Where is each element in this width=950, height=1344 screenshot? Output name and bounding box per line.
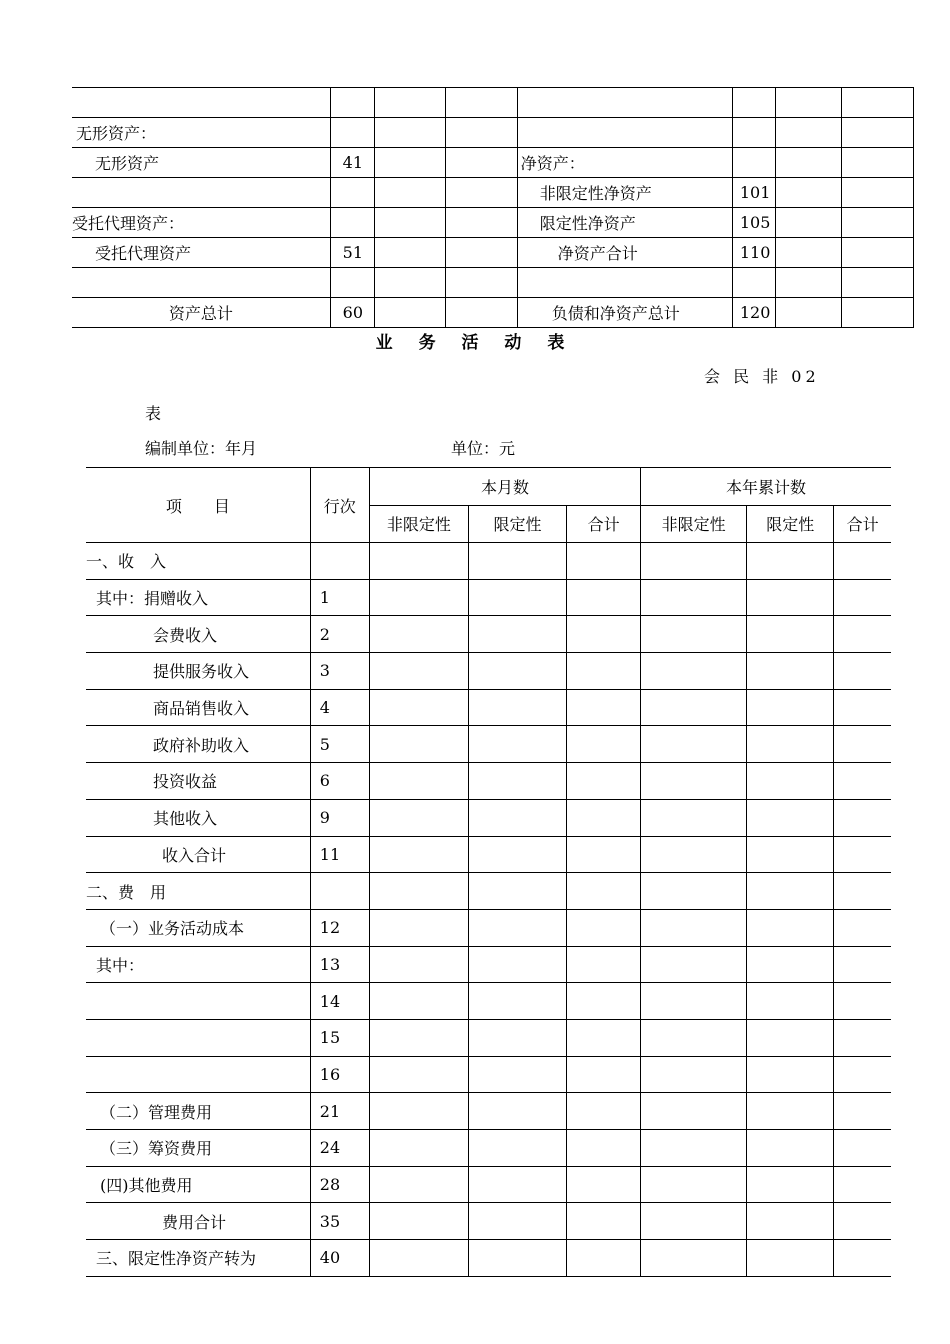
value-cell	[641, 763, 747, 800]
header-item: 项 目	[86, 468, 310, 543]
liability-cell	[775, 208, 841, 238]
value-cell	[468, 1166, 566, 1203]
row-line-no: 5	[310, 726, 369, 763]
liability-cell	[841, 208, 913, 238]
table-row	[86, 616, 891, 653]
row-label: 会费收入	[86, 616, 310, 653]
liability-line-no	[732, 118, 775, 148]
asset-cell	[445, 88, 517, 118]
value-cell	[369, 799, 468, 836]
value-cell	[641, 1166, 747, 1203]
value-cell	[747, 1093, 834, 1130]
value-cell	[567, 616, 641, 653]
value-cell	[834, 543, 891, 580]
value-cell	[834, 1166, 891, 1203]
report-code-suffix: 表	[145, 404, 162, 423]
asset-label: 资产总计	[72, 298, 330, 328]
liability-cell	[775, 238, 841, 268]
value-cell	[567, 1130, 641, 1167]
value-cell	[641, 1130, 747, 1167]
balance-row	[72, 148, 914, 178]
header-month-total: 合计	[567, 505, 641, 543]
value-cell	[747, 1056, 834, 1093]
balance-row	[72, 118, 914, 148]
value-cell	[747, 946, 834, 983]
header-this-month: 本月数	[369, 468, 640, 506]
value-cell	[641, 579, 747, 616]
row-line-no: 9	[310, 799, 369, 836]
balance-row	[72, 298, 914, 328]
balance-row	[72, 238, 914, 268]
row-line-no: 28	[310, 1166, 369, 1203]
value-cell	[834, 653, 891, 690]
asset-cell	[445, 208, 517, 238]
table-row	[86, 946, 891, 983]
row-label	[86, 1056, 310, 1093]
value-cell	[747, 1240, 834, 1277]
value-cell	[641, 873, 747, 910]
asset-line-no	[330, 268, 374, 298]
value-cell	[369, 1203, 468, 1240]
asset-label	[72, 88, 330, 118]
value-cell	[369, 946, 468, 983]
value-cell	[567, 1093, 641, 1130]
value-cell	[641, 1240, 747, 1277]
value-cell	[468, 689, 566, 726]
asset-label	[72, 268, 330, 298]
asset-line-no	[330, 88, 374, 118]
liability-label: 负债和净资产总计	[517, 298, 732, 328]
value-cell	[641, 1203, 747, 1240]
value-cell	[747, 1166, 834, 1203]
value-cell	[468, 1019, 566, 1056]
value-cell	[641, 909, 747, 946]
unit-value: 元	[499, 439, 516, 458]
row-label: 提供服务收入	[86, 653, 310, 690]
table-row	[86, 1056, 891, 1093]
liability-label: 净资产合计	[517, 238, 732, 268]
liability-line-no: 120	[732, 298, 775, 328]
header-ytd-unrestricted: 非限定性	[641, 505, 747, 543]
row-line-no: 13	[310, 946, 369, 983]
value-cell	[468, 1240, 566, 1277]
liability-line-no	[732, 148, 775, 178]
value-cell	[747, 763, 834, 800]
value-cell	[747, 689, 834, 726]
asset-label: 受托代理资产：	[72, 208, 330, 238]
row-line-no: 12	[310, 909, 369, 946]
row-line-no: 6	[310, 763, 369, 800]
value-cell	[834, 1056, 891, 1093]
report-title: 业 务 活 动 表	[375, 333, 575, 353]
row-label	[86, 1019, 310, 1056]
liability-cell	[841, 298, 913, 328]
value-cell	[567, 1166, 641, 1203]
value-cell	[834, 799, 891, 836]
liability-line-no	[732, 88, 775, 118]
value-cell	[369, 983, 468, 1020]
value-cell	[468, 543, 566, 580]
balance-row	[72, 88, 914, 118]
value-cell	[747, 873, 834, 910]
liability-cell	[775, 118, 841, 148]
table-row	[86, 726, 891, 763]
liability-label: 限定性净资产	[517, 208, 732, 238]
row-line-no	[310, 543, 369, 580]
liability-label	[517, 118, 732, 148]
value-cell	[369, 653, 468, 690]
asset-cell	[445, 238, 517, 268]
liability-line-no: 101	[732, 178, 775, 208]
asset-label: 受托代理资产	[72, 238, 330, 268]
value-cell	[641, 946, 747, 983]
value-cell	[747, 579, 834, 616]
value-cell	[369, 1240, 468, 1277]
value-cell	[468, 983, 566, 1020]
asset-line-no: 51	[330, 238, 374, 268]
liability-cell	[841, 148, 913, 178]
prepared-by	[145, 436, 257, 459]
value-cell	[747, 653, 834, 690]
liability-cell	[841, 88, 913, 118]
value-cell	[834, 1093, 891, 1130]
value-cell	[468, 579, 566, 616]
value-cell	[468, 946, 566, 983]
header-ytd: 本年累计数	[641, 468, 891, 506]
value-cell	[567, 1019, 641, 1056]
value-cell	[369, 579, 468, 616]
value-cell	[641, 726, 747, 763]
table-row	[86, 689, 891, 726]
asset-line-no: 60	[330, 298, 374, 328]
row-label: 费用合计	[86, 1203, 310, 1240]
value-cell	[641, 653, 747, 690]
asset-cell	[445, 118, 517, 148]
value-cell	[641, 689, 747, 726]
row-label	[86, 983, 310, 1020]
liability-cell	[775, 148, 841, 178]
value-cell	[567, 873, 641, 910]
table-row	[86, 1203, 891, 1240]
table-row	[86, 1019, 891, 1056]
header-ytd-total: 合计	[834, 505, 891, 543]
table-row	[86, 1166, 891, 1203]
row-line-no: 4	[310, 689, 369, 726]
value-cell	[369, 1130, 468, 1167]
asset-cell	[445, 298, 517, 328]
value-cell	[369, 1056, 468, 1093]
row-label: （一）业务活动成本	[86, 909, 310, 946]
value-cell	[567, 836, 641, 873]
header-month-unrestricted: 非限定性	[369, 505, 468, 543]
value-cell	[834, 836, 891, 873]
liability-label	[517, 88, 732, 118]
value-cell	[747, 909, 834, 946]
balance-row	[72, 208, 914, 238]
header-line: 行次	[310, 468, 369, 543]
asset-line-no: 41	[330, 148, 374, 178]
balance-row	[72, 268, 914, 298]
value-cell	[834, 909, 891, 946]
value-cell	[641, 616, 747, 653]
value-cell	[567, 1056, 641, 1093]
value-cell	[468, 873, 566, 910]
table-row	[86, 1130, 891, 1167]
value-cell	[747, 1130, 834, 1167]
table-row	[86, 1240, 891, 1277]
value-cell	[567, 946, 641, 983]
liability-cell	[841, 178, 913, 208]
value-cell	[468, 653, 566, 690]
value-cell	[641, 836, 747, 873]
value-cell	[567, 763, 641, 800]
row-label: 二、费 用	[86, 873, 310, 910]
row-line-no: 40	[310, 1240, 369, 1277]
asset-label: 无形资产：	[72, 118, 330, 148]
liability-label	[517, 268, 732, 298]
asset-cell	[445, 178, 517, 208]
value-cell	[834, 1240, 891, 1277]
prepared-by-label: 编制单位：	[145, 439, 226, 458]
asset-line-no	[330, 178, 374, 208]
value-cell	[369, 616, 468, 653]
value-cell	[369, 1166, 468, 1203]
value-cell	[369, 1019, 468, 1056]
row-line-no: 14	[310, 983, 369, 1020]
value-cell	[834, 616, 891, 653]
table-row	[86, 983, 891, 1020]
value-cell	[641, 1019, 747, 1056]
value-cell	[641, 983, 747, 1020]
value-cell	[369, 1093, 468, 1130]
row-label: 商品销售收入	[86, 689, 310, 726]
report-code: 会 民 非 02	[704, 367, 820, 386]
value-cell	[369, 836, 468, 873]
value-cell	[567, 799, 641, 836]
asset-cell	[374, 148, 445, 178]
value-cell	[369, 873, 468, 910]
header-ytd-restricted: 限定性	[747, 505, 834, 543]
liability-cell	[775, 178, 841, 208]
value-cell	[369, 763, 468, 800]
value-cell	[747, 1203, 834, 1240]
row-line-no: 2	[310, 616, 369, 653]
row-line-no: 3	[310, 653, 369, 690]
value-cell	[834, 1019, 891, 1056]
asset-cell	[374, 118, 445, 148]
value-cell	[468, 836, 566, 873]
balance-sheet-table	[72, 87, 914, 328]
asset-label: 无形资产	[72, 148, 330, 178]
table-row	[86, 873, 891, 910]
value-cell	[468, 909, 566, 946]
asset-line-no	[330, 208, 374, 238]
value-cell	[369, 909, 468, 946]
value-cell	[468, 1203, 566, 1240]
value-cell	[641, 1056, 747, 1093]
period-label: 年月	[225, 439, 258, 458]
asset-cell	[374, 178, 445, 208]
table-row	[86, 799, 891, 836]
value-cell	[834, 763, 891, 800]
value-cell	[567, 1203, 641, 1240]
value-cell	[747, 543, 834, 580]
value-cell	[747, 983, 834, 1020]
value-cell	[567, 689, 641, 726]
row-label: （三）筹资费用	[86, 1130, 310, 1167]
row-label: 其中：	[86, 946, 310, 983]
value-cell	[834, 726, 891, 763]
value-cell	[567, 909, 641, 946]
value-cell	[567, 579, 641, 616]
row-line-no: 21	[310, 1093, 369, 1130]
value-cell	[468, 1093, 566, 1130]
value-cell	[834, 1130, 891, 1167]
value-cell	[747, 1019, 834, 1056]
row-line-no: 35	[310, 1203, 369, 1240]
header-month-restricted: 限定性	[468, 505, 566, 543]
value-cell	[641, 543, 747, 580]
value-cell	[369, 726, 468, 763]
value-cell	[834, 946, 891, 983]
value-cell	[641, 799, 747, 836]
asset-cell	[374, 268, 445, 298]
value-cell	[468, 763, 566, 800]
row-label: 收入合计	[86, 836, 310, 873]
value-cell	[834, 1203, 891, 1240]
value-cell	[567, 1240, 641, 1277]
value-cell	[369, 543, 468, 580]
row-label: （二）管理费用	[86, 1093, 310, 1130]
value-cell	[747, 726, 834, 763]
liability-line-no: 105	[732, 208, 775, 238]
liability-cell	[775, 298, 841, 328]
row-label: 三、限定性净资产转为	[86, 1240, 310, 1277]
row-line-no: 11	[310, 836, 369, 873]
value-cell	[468, 799, 566, 836]
row-label: (四)其他费用	[86, 1166, 310, 1203]
row-line-no: 15	[310, 1019, 369, 1056]
value-cell	[834, 873, 891, 910]
value-cell	[747, 836, 834, 873]
asset-line-no	[330, 118, 374, 148]
row-label: 政府补助收入	[86, 726, 310, 763]
value-cell	[468, 1056, 566, 1093]
liability-line-no	[732, 268, 775, 298]
row-line-no: 16	[310, 1056, 369, 1093]
asset-label	[72, 178, 330, 208]
value-cell	[567, 726, 641, 763]
value-cell	[747, 616, 834, 653]
table-row	[86, 653, 891, 690]
value-cell	[834, 689, 891, 726]
asset-cell	[374, 208, 445, 238]
value-cell	[567, 983, 641, 1020]
liability-cell	[841, 238, 913, 268]
balance-row	[72, 178, 914, 208]
value-cell	[747, 799, 834, 836]
value-cell	[369, 689, 468, 726]
asset-cell	[445, 148, 517, 178]
currency-unit	[451, 436, 515, 459]
row-line-no: 1	[310, 579, 369, 616]
asset-cell	[374, 88, 445, 118]
row-label: 投资收益	[86, 763, 310, 800]
liability-cell	[841, 118, 913, 148]
asset-cell	[374, 298, 445, 328]
asset-cell	[445, 268, 517, 298]
row-line-no: 24	[310, 1130, 369, 1167]
table-row	[86, 1093, 891, 1130]
value-cell	[468, 726, 566, 763]
table-row	[86, 763, 891, 800]
value-cell	[834, 983, 891, 1020]
unit-label: 单位：	[451, 439, 500, 458]
liability-cell	[841, 268, 913, 298]
row-line-no	[310, 873, 369, 910]
row-label: 其中：捐赠收入	[86, 579, 310, 616]
table-row	[86, 579, 891, 616]
row-label: 其他收入	[86, 799, 310, 836]
table-row	[86, 909, 891, 946]
value-cell	[567, 543, 641, 580]
liability-label: 净资产：	[517, 148, 732, 178]
table-row	[86, 836, 891, 873]
value-cell	[468, 616, 566, 653]
value-cell	[641, 1093, 747, 1130]
liability-label: 非限定性净资产	[517, 178, 732, 208]
value-cell	[834, 579, 891, 616]
row-label: 一、收 入	[86, 543, 310, 580]
asset-cell	[374, 238, 445, 268]
activity-table	[86, 467, 891, 1277]
liability-cell	[775, 88, 841, 118]
liability-cell	[775, 268, 841, 298]
table-row	[86, 543, 891, 580]
liability-line-no: 110	[732, 238, 775, 268]
value-cell	[468, 1130, 566, 1167]
value-cell	[567, 653, 641, 690]
